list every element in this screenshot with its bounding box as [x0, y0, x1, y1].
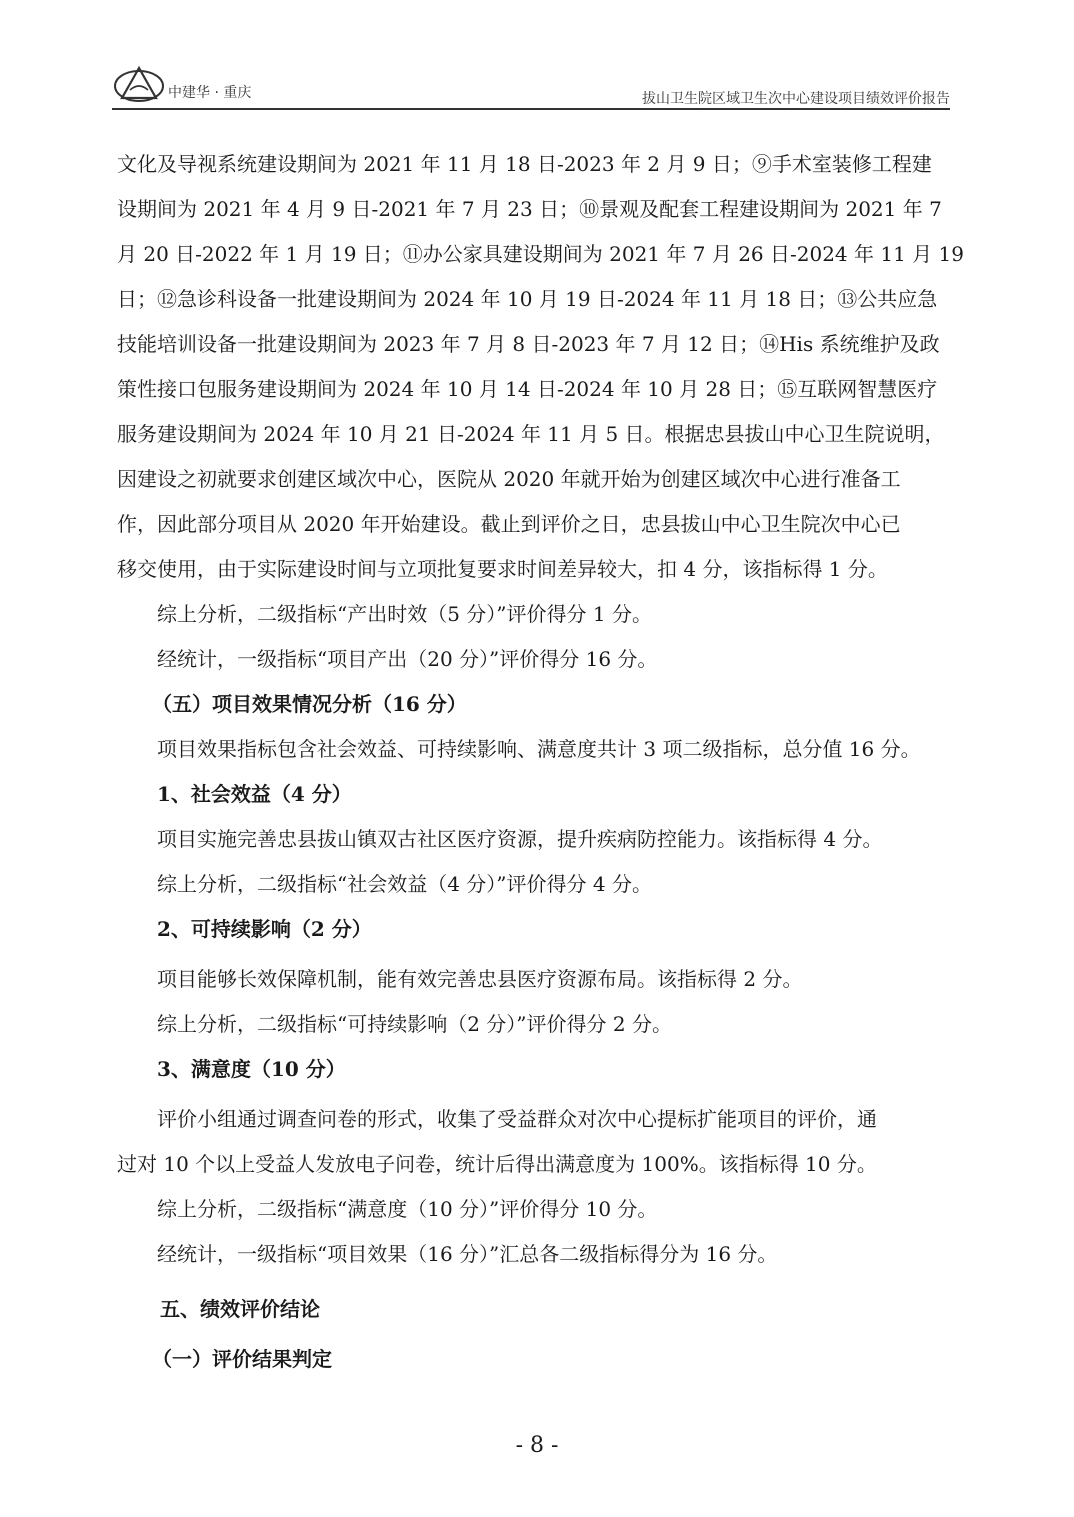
- subsection-heading: 2、可持续影响（2 分）: [157, 917, 372, 941]
- report-title: 拔山卫生院区域卫生次中心建设项目绩效评价报告: [642, 91, 950, 107]
- brand-name: 中建华 · 重庆: [168, 85, 252, 101]
- body-line: 服务建设期间为 2024 年 10 月 21 日-2024 年 11 月 5 日。根据忠县拔山中心卫生院说明，: [117, 422, 945, 446]
- page-header: [112, 62, 950, 110]
- subsection-heading: 3、满意度（10 分）: [157, 1057, 346, 1081]
- summary-line: 综上分析，二级指标“社会效益（4 分）”评价得分 4 分。: [157, 872, 652, 896]
- body-line: 项目效果指标包含社会效益、可持续影响、满意度共计 3 项二级指标，总分值 16 分。: [157, 737, 921, 761]
- section-heading: （五）项目效果情况分析（16 分）: [152, 692, 467, 716]
- company-logo-icon: [112, 64, 166, 104]
- body-line: 日；⑫急诊科设备一批建设期间为 2024 年 10 月 19 日-2024 年 11 月 18 日；⑬公共应急: [117, 287, 938, 311]
- section-heading: （一）评价结果判定: [152, 1347, 332, 1371]
- summary-line: 经统计，一级指标“项目产出（20 分）”评价得分 16 分。: [157, 647, 658, 671]
- body-line: 作，因此部分项目从 2020 年开始建设。截止到评价之日，忠县拔山中心卫生院次中心已: [117, 512, 901, 536]
- body-line: 因建设之初就要求创建区域次中心，医院从 2020 年就开始为创建区域次中心进行准备工: [117, 467, 901, 491]
- body-line: 评价小组通过调查问卷的形式，收集了受益群众对次中心提标扩能项目的评价，通: [157, 1107, 877, 1131]
- summary-line: 经统计，一级指标“项目效果（16 分）”汇总各二级指标得分为 16 分。: [157, 1242, 778, 1266]
- body-line: 项目实施完善忠县拔山镇双古社区医疗资源，提升疾病防控能力。该指标得 4 分。: [157, 827, 883, 851]
- body-line: 文化及导视系统建设期间为 2021 年 11 月 18 日-2023 年 2 月 9 日；⑨手术室装修工程建: [117, 152, 932, 176]
- body-line: 月 20 日-2022 年 1 月 19 日；⑪办公家具建设期间为 2021 年 7 月 26 日-2024 年 11 月 19: [117, 242, 964, 266]
- body-line: 策性接口包服务建设期间为 2024 年 10 月 14 日-2024 年 10 月 28 日；⑮互联网智慧医疗: [117, 377, 938, 401]
- summary-line: 综上分析，二级指标“可持续影响（2 分）”评价得分 2 分。: [157, 1012, 672, 1036]
- body-line: 过对 10 个以上受益人发放电子问卷，统计后得出满意度为 100%。该指标得 10 分。: [117, 1152, 877, 1176]
- chapter-heading: 五、绩效评价结论: [160, 1297, 320, 1321]
- subsection-heading: 1、社会效益（4 分）: [157, 782, 352, 806]
- summary-line: 综上分析，二级指标“满意度（10 分）”评价得分 10 分。: [157, 1197, 658, 1221]
- body-line: 项目能够长效保障机制，能有效完善忠县医疗资源布局。该指标得 2 分。: [157, 967, 803, 991]
- summary-line: 综上分析，二级指标“产出时效（5 分）”评价得分 1 分。: [157, 602, 652, 626]
- body-line: 移交使用，由于实际建设时间与立项批复要求时间差异较大，扣 4 分，该指标得 1 分。: [117, 557, 888, 581]
- body-line: 设期间为 2021 年 4 月 9 日-2021 年 7 月 23 日；⑩景观及配套工程建设期间为 2021 年 7: [117, 197, 942, 221]
- page-number: - 8 -: [515, 1433, 559, 1458]
- body-line: 技能培训设备一批建设期间为 2023 年 7 月 8 日-2023 年 7 月 12 日；⑭His 系统维护及政: [117, 332, 940, 356]
